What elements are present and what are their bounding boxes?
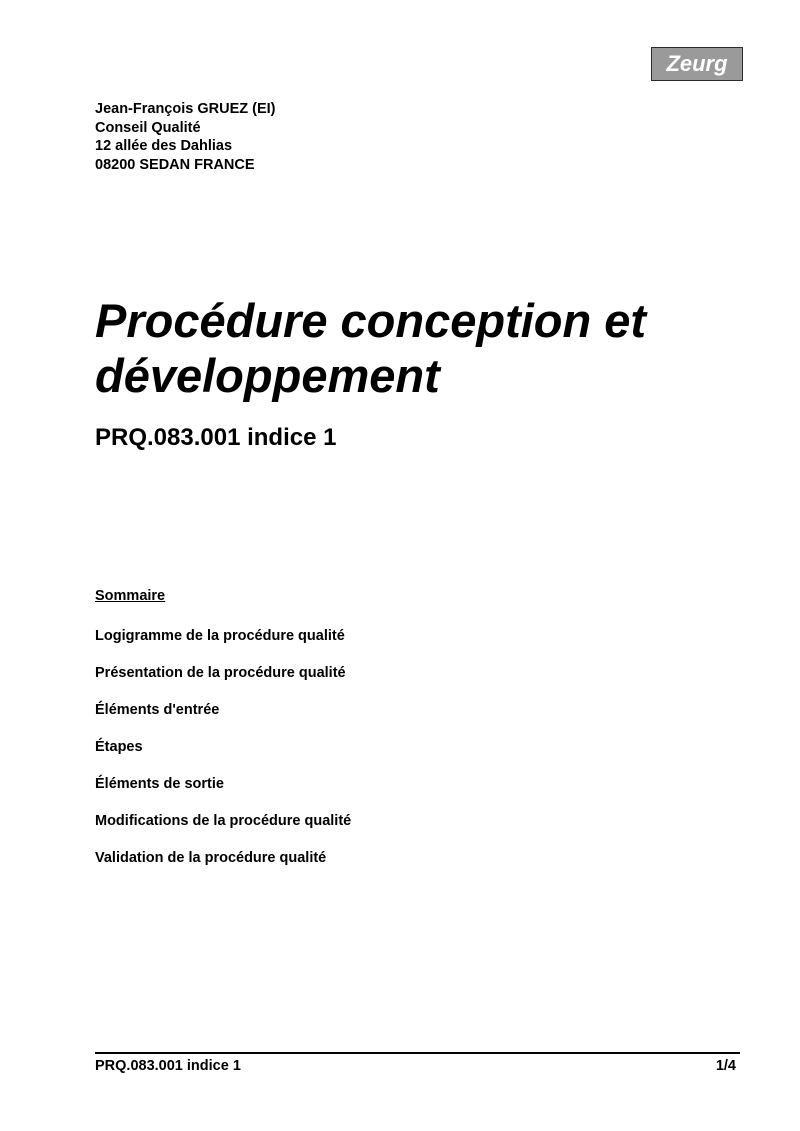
toc-item-elements-entree: Éléments d'entrée bbox=[95, 702, 220, 718]
document-reference: PRQ.083.001 indice 1 bbox=[95, 424, 337, 451]
toc-item-elements-sortie: Éléments de sortie bbox=[95, 776, 224, 792]
footer-reference: PRQ.083.001 indice 1 bbox=[95, 1058, 241, 1074]
toc-item-etapes: Étapes bbox=[95, 739, 143, 755]
footer-page-number: 1/4 bbox=[715, 1058, 736, 1074]
document-title: Procédure conception et développement bbox=[95, 294, 647, 402]
address-city: 08200 SEDAN FRANCE bbox=[95, 156, 255, 173]
footer-divider bbox=[95, 1052, 740, 1054]
zeurg-logo: Zeurg bbox=[651, 47, 743, 81]
toc-item-validation: Validation de la procédure qualité bbox=[95, 850, 327, 866]
address-name: Jean-François GRUEZ (EI) bbox=[95, 101, 276, 117]
toc-heading: Sommaire bbox=[95, 588, 166, 604]
toc-item-logigramme: Logigramme de la procédure qualité bbox=[95, 628, 345, 644]
toc-item-presentation: Présentation de la procédure qualité bbox=[95, 665, 346, 681]
address-street: 12 allée des Dahlias bbox=[95, 138, 233, 154]
toc-item-modifications: Modifications de la procédure qualité bbox=[95, 813, 352, 829]
sender-address-block bbox=[95, 100, 275, 174]
table-of-contents bbox=[95, 627, 351, 886]
address-role: Conseil Qualité bbox=[95, 119, 201, 136]
